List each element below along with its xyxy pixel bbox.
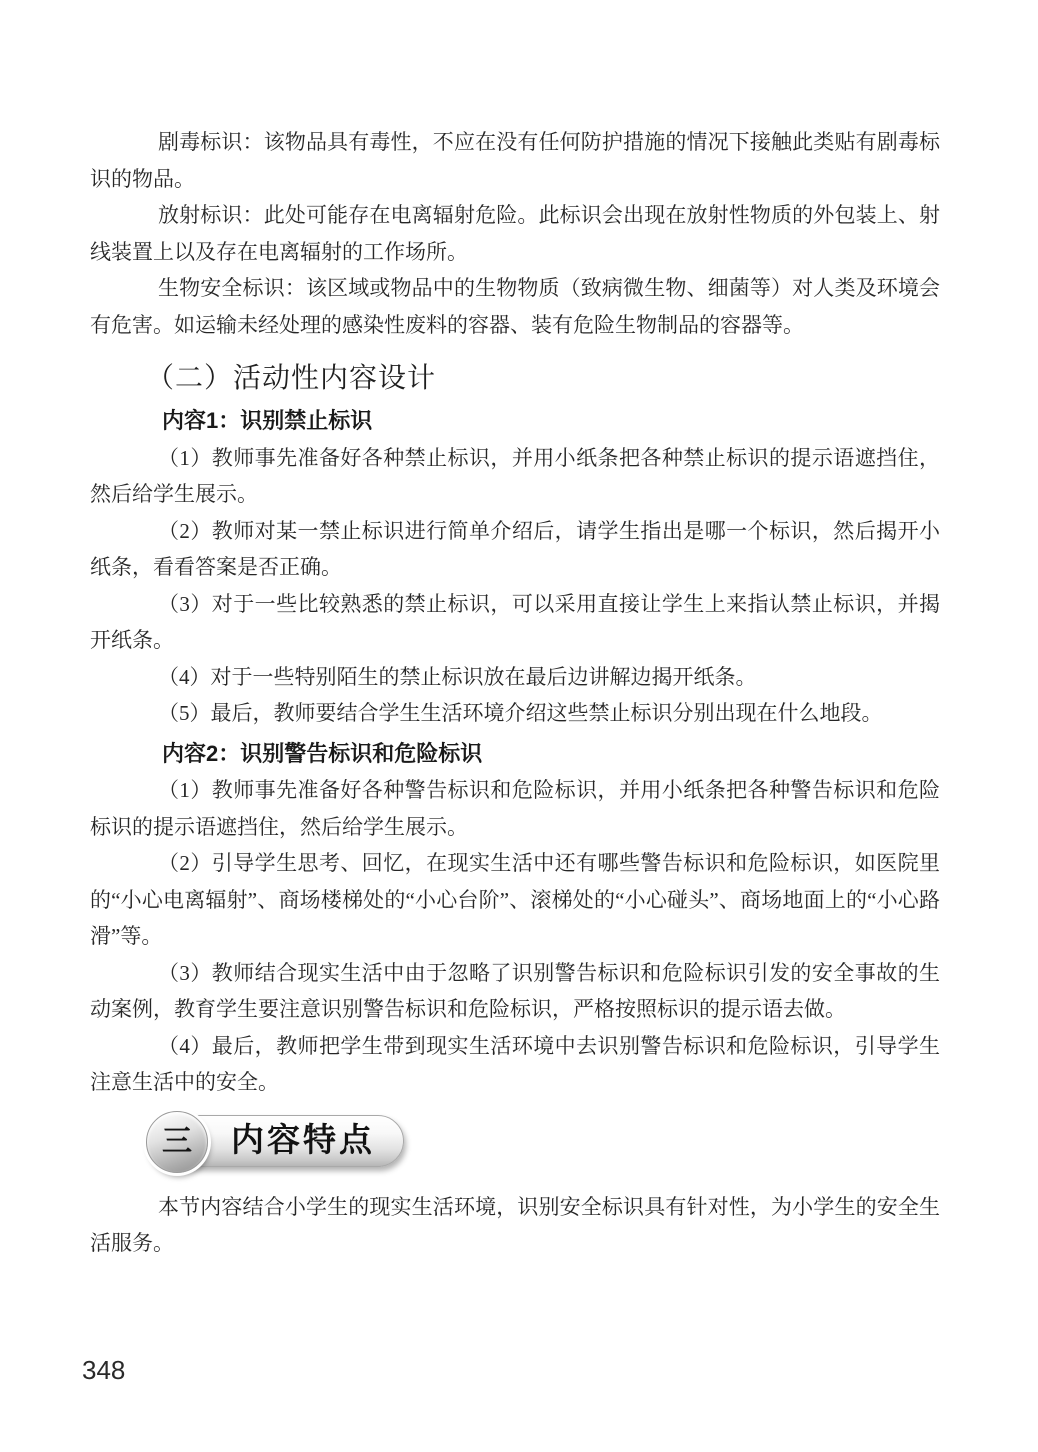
activity2-step: （3）教师结合现实生活中由于忽略了识别警告标识和危险标识引发的安全事故的生动案例，教育学生要注意识别警告标识和危险标识，严格按照标识的提示语去做。: [90, 960, 940, 1021]
section-number: 三: [162, 1124, 192, 1158]
activity2-step: （4）最后，教师把学生带到现实生活环境中去识别警告标识和危险标识，引导学生注意生活中的安全。: [90, 1033, 940, 1094]
activity1-steps: [90, 440, 940, 732]
activity2-steps: [90, 772, 940, 1101]
text-block: [90, 124, 940, 1262]
section3-badge: [90, 1111, 940, 1173]
activity2-heading: 内容2：识别警告标识和危险标识: [162, 740, 483, 766]
activity1-step: （3）对于一些比较熟悉的禁止标识，可以采用直接让学生上来指认禁止标识，并揭开纸条。: [90, 591, 940, 652]
intro-paragraphs: [90, 124, 940, 343]
activity1-step: （1）教师事先准备好各种禁止标识，并用小纸条把各种禁止标识的提示语遮挡住，然后给学生展示。: [90, 445, 940, 506]
activity1-step: （5）最后，教师要结合学生生活环境介绍这些禁止标识分别出现在什么地段。: [158, 701, 883, 725]
activity1-step: （2）教师对某一禁止标识进行简单介绍后，请学生指出是哪一个标识，然后揭开小纸条，看看答案是否正确。: [90, 518, 940, 579]
intro-paragraph: 生物安全标识：该区域或物品中的生物物质（致病微生物、细菌等）对人类及环境会有危害。如运输未经处理的感染性废料的容器、装有危险生物制品的容器等。: [90, 276, 940, 337]
activity1-step: （4）对于一些特别陌生的禁止标识放在最后边讲解边揭开纸条。: [158, 664, 757, 689]
section2-heading: （二）活动性内容设计: [146, 363, 437, 394]
activity1-heading: 内容1：识别禁止标识: [162, 408, 373, 433]
section3-title: 内容特点: [231, 1121, 375, 1158]
activity2-step: （2）引导学生思考、回忆，在现实生活中还有哪些警告标识和危险标识，如医院里的“小心电离辐射”、商场楼梯处的“小心台阶”、滚梯处的“小心碰头”、商场地面上的“小心路滑”等。: [90, 851, 940, 948]
section-number-circle: [146, 1111, 208, 1173]
page-number: 348: [82, 1355, 126, 1385]
intro-paragraph: 剧毒标识：该物品具有毒性，不应在没有任何防护措施的情况下接触此类贴有剧毒标识的物品。: [90, 130, 940, 191]
activity2-step: （1）教师事先准备好各种警告标识和危险标识，并用小纸条把各种警告标识和危险标识的提示语遮挡住，然后给学生展示。: [90, 778, 940, 839]
intro-paragraph: 放射标识：此处可能存在电离辐射危险。此标识会出现在放射性物质的外包装上、射线装置上以及存在电离辐射的工作场所。: [90, 203, 940, 264]
section3-paragraph: 本节内容结合小学生的现实生活环境，识别安全标识具有针对性，为小学生的安全生活服务。: [90, 1194, 940, 1255]
